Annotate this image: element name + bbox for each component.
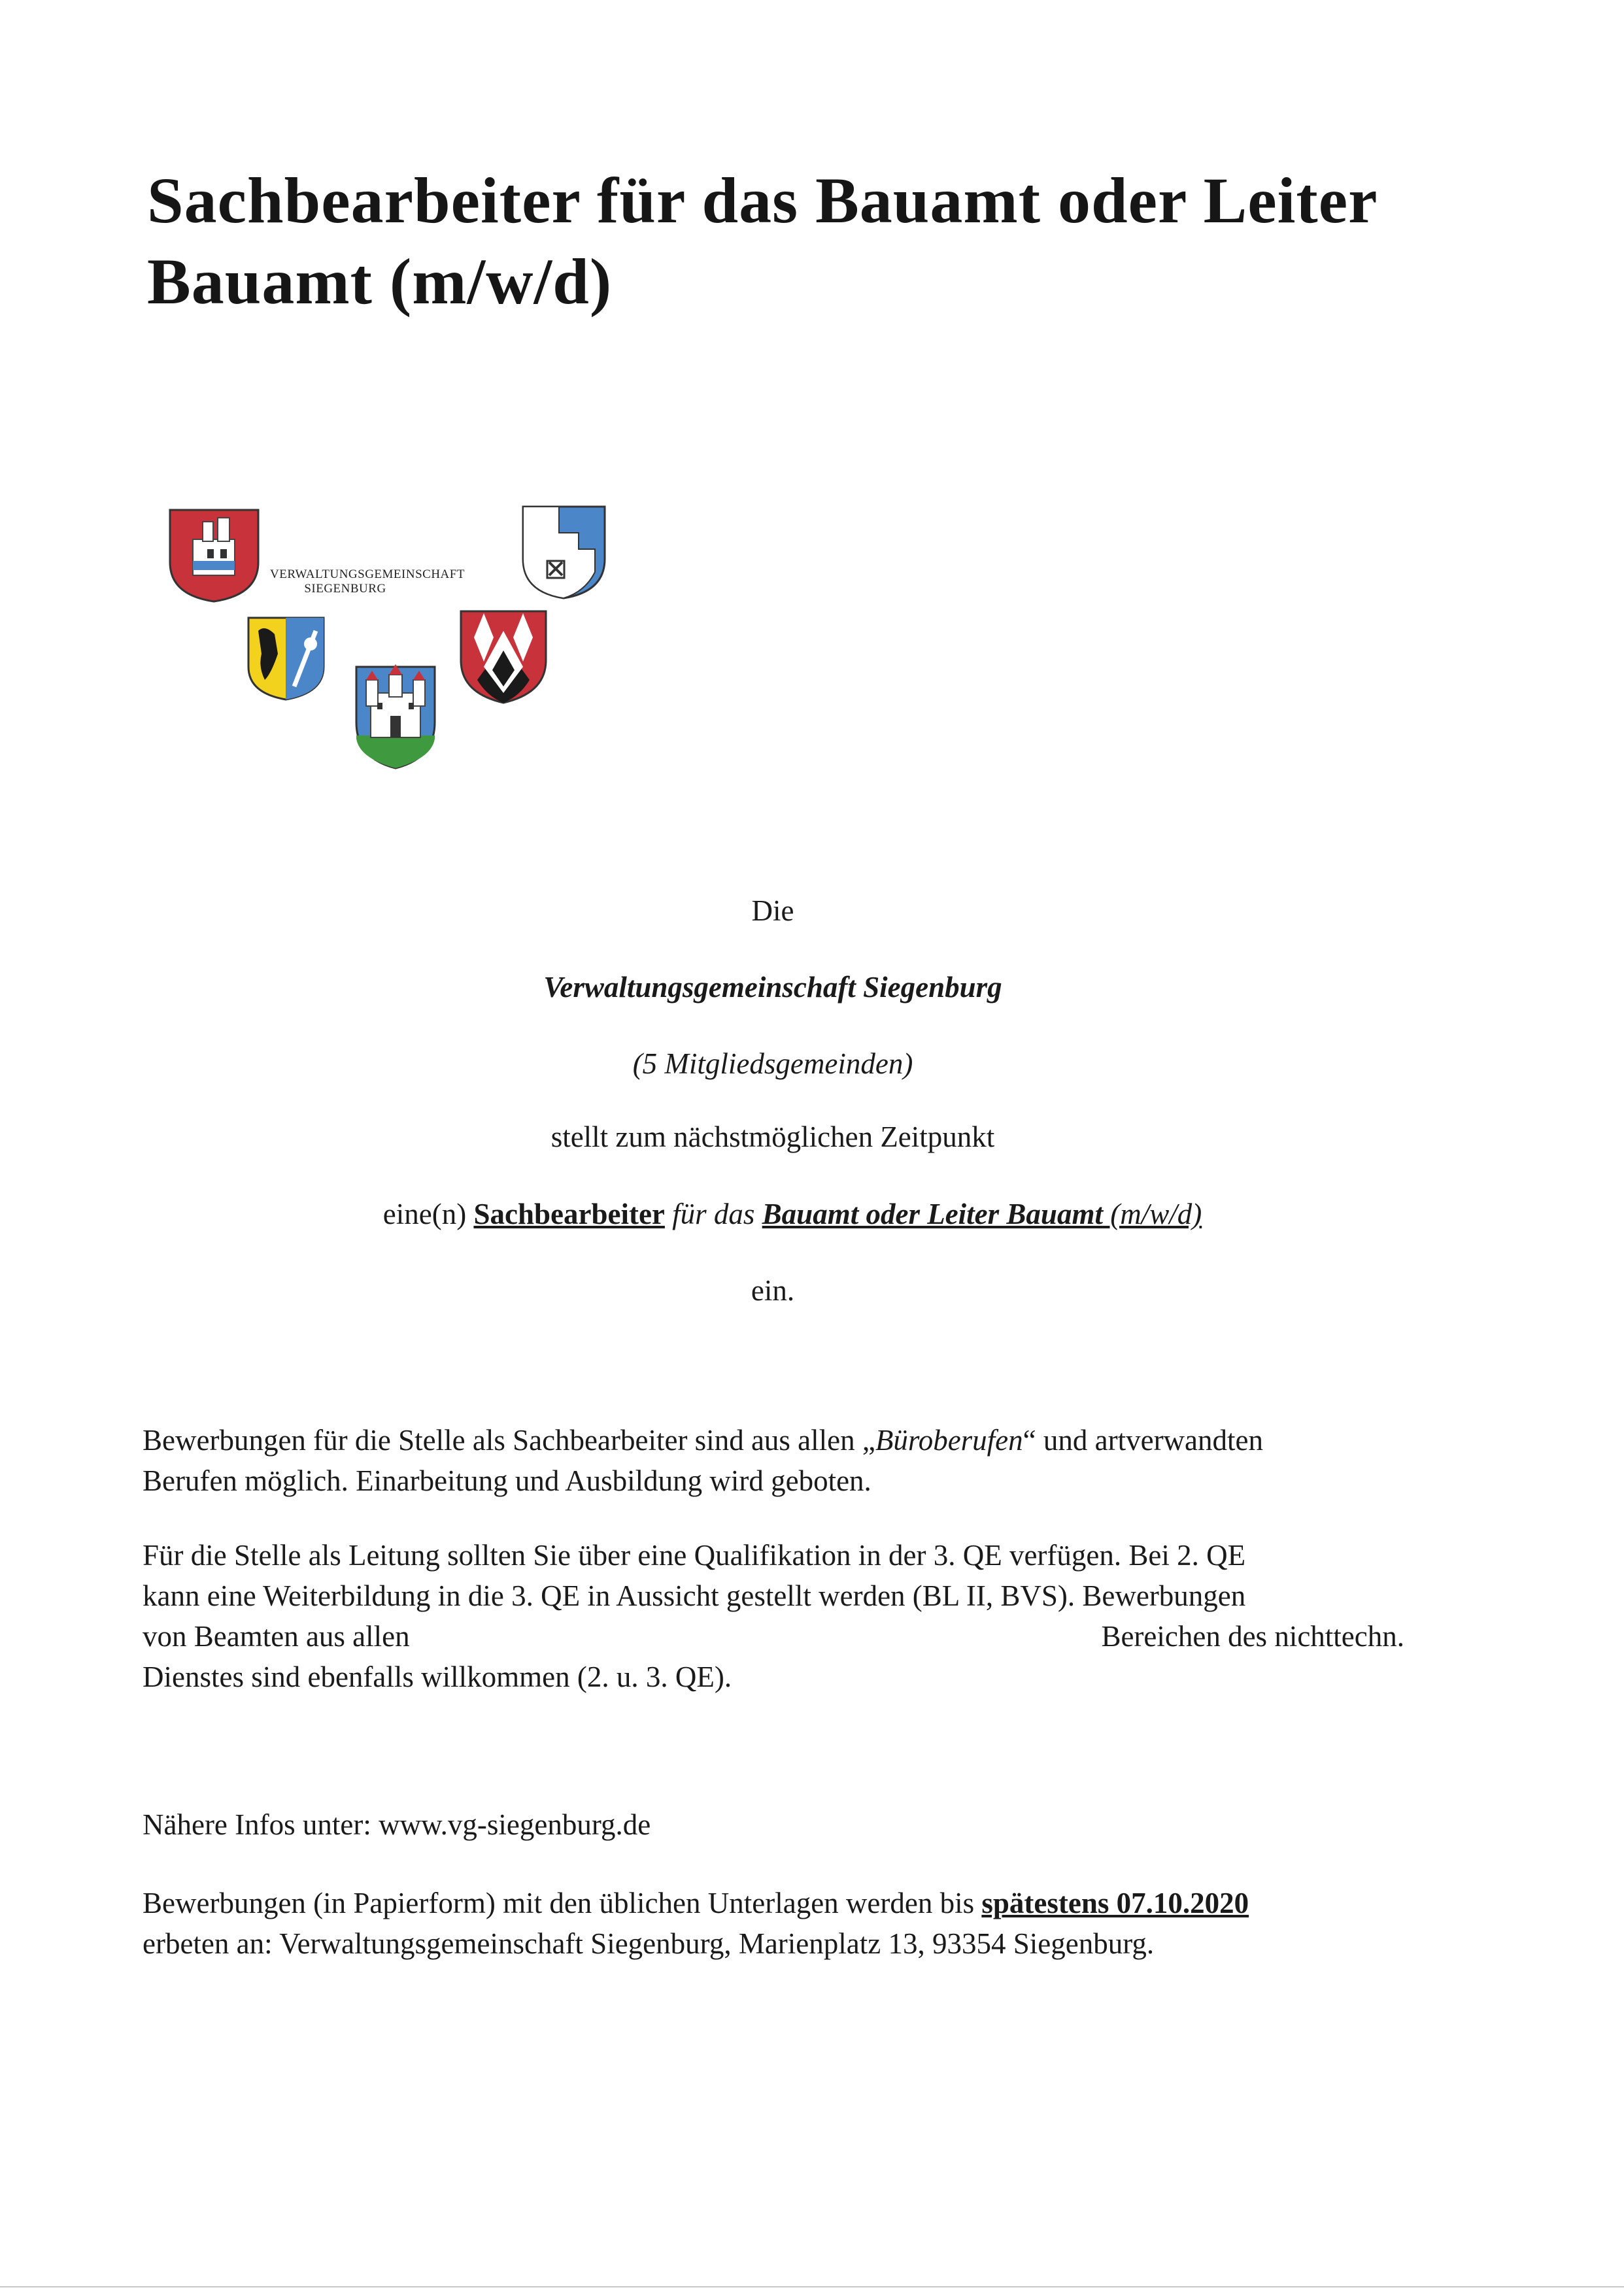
page-title <box>147 160 1520 322</box>
deadline-line1 <box>143 1883 1404 1923</box>
logo-line-1: VERWALTUNGSGEMEINSCHAFT <box>270 567 465 581</box>
paragraph1-line1 <box>143 1420 1404 1460</box>
logo-text <box>270 567 465 596</box>
paragraph-info <box>143 1804 1404 1845</box>
paragraph1-line2: Berufen möglich. Einarbeitung und Ausbildung wird geboten. <box>143 1464 871 1497</box>
intro-stellt: stellt zum nächstmöglichen Zeitpunkt <box>550 1121 995 1153</box>
intro-organisation: Verwaltungsgemeinschaft Siegenburg <box>543 971 1002 1004</box>
paragraph2-line3-b: Bereichen des nichttechn. <box>1101 1620 1404 1653</box>
info-line: Nähere Infos unter: www.vg-siegenburg.de <box>143 1808 651 1841</box>
intro-position-sachbearbeiter: Sachbearbeiter <box>473 1198 665 1230</box>
lion-sword-shield-icon <box>248 618 324 700</box>
title-line-2: Bauamt (m/w/d) <box>147 245 613 318</box>
deadline-date: spätestens 07.10.2020 <box>981 1887 1249 1919</box>
blue-shield-icon <box>523 507 605 598</box>
vg-logo <box>167 503 618 778</box>
intro-position-fuer: für das <box>664 1198 762 1230</box>
intro-ein: ein. <box>751 1274 795 1307</box>
intro-position-mwd: (m/w/d) <box>1102 1198 1202 1230</box>
paragraph2-line3-a: von Beamten aus allen <box>143 1620 410 1653</box>
paragraph2-line2: kann eine Weiterbildung in die 3. QE in Aussicht gestellt werden (BL II, BVS). Bewerbungen <box>143 1579 1246 1612</box>
paragraph-sachbearbeiter <box>143 1420 1404 1501</box>
paragraph1-line1-b: “ und artverwandten <box>1023 1424 1263 1457</box>
paragraph2-line4: Dienstes sind ebenfalls willkommen (2. u. 3. QE). <box>143 1661 732 1693</box>
intro-die: Die <box>751 894 794 927</box>
coats-of-arms-icon <box>167 503 618 778</box>
intro-member-count: (5 Mitgliedsgemeinden) <box>632 1047 913 1080</box>
paragraph1-line1-a: Bewerbungen für die Stelle als Sachbearbeiter sind aus allen „ <box>143 1424 875 1457</box>
deadline-line2: erbeten an: Verwaltungsgemeinschaft Siegenburg, Marienplatz 13, 93354 Siegenburg. <box>143 1927 1155 1960</box>
paragraph2-line1: Für die Stelle als Leitung sollten Sie über eine Qualifikation in der 3. QE verfügen. Bei 2. QE <box>143 1539 1246 1572</box>
paragraph1-line1-italic: Büroberufen <box>875 1424 1023 1457</box>
deadline-line1-a: Bewerbungen (in Papierform) mit den üblichen Unterlagen werden bis <box>143 1887 982 1919</box>
intro-position-prefix: eine(n) <box>382 1198 474 1230</box>
intro-position-bauamt: Bauamt oder Leiter Bauamt <box>762 1198 1103 1230</box>
paragraph-leitung <box>143 1535 1404 1697</box>
paragraph-deadline <box>143 1883 1404 1964</box>
scan-edge-divider <box>0 2286 1624 2287</box>
lozenge-shield-icon <box>461 611 546 703</box>
intro-position <box>0 1196 1604 1232</box>
title-line-1: Sachbearbeiter für das Bauamt oder Leiter <box>147 164 1378 237</box>
paragraph2-line3 <box>143 1616 1404 1657</box>
white-castle-shield-icon <box>356 664 435 768</box>
logo-line-2: SIEGENBURG <box>304 582 386 596</box>
red-castle-shield-icon <box>170 510 258 601</box>
